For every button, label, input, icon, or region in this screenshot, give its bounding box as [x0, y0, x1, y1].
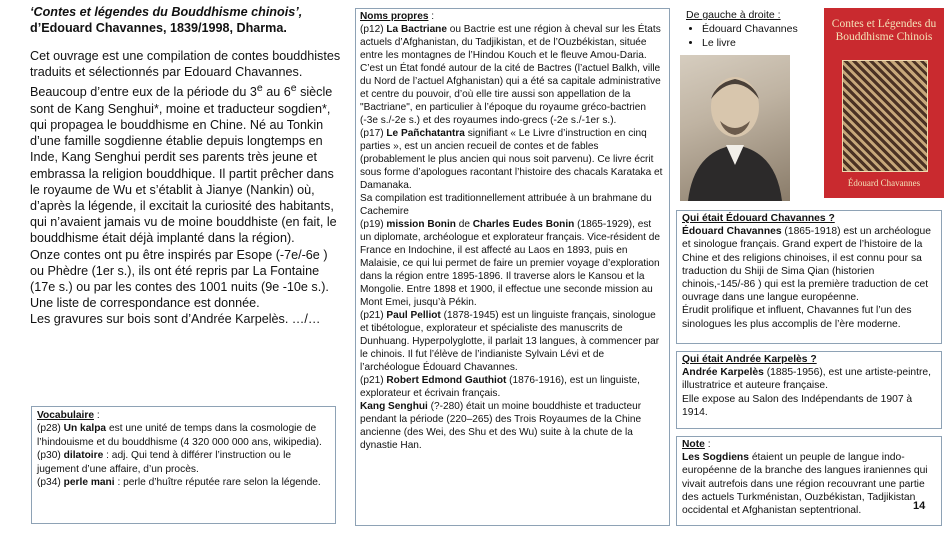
credit-item: • Édouard Chavannes: [702, 22, 821, 36]
main-text-block: [30, 4, 342, 400]
vocab-item: (p34) perle mani : perle d’huître réputée rare selon la légende.: [37, 477, 321, 489]
karpeles-text-2: Elle expose au Salon des Indépendants de 1907 à 1914.: [682, 393, 913, 418]
chavannes-box: [676, 210, 942, 344]
book-cover: [824, 8, 944, 198]
credits-list: [686, 22, 821, 50]
note-heading: Note :: [682, 439, 711, 450]
book-cover-title: Contes et Légendes du Bouddhisme Chinois: [831, 18, 937, 43]
vocabulary-heading: Vocabulaire :: [37, 410, 100, 421]
chavannes-heading: Qui était Édouard Chavannes ?: [682, 213, 835, 224]
credit-item: • Le livre: [702, 36, 821, 50]
entry-kang-senghui: Kang Senghui (?-280) était un moine bouddhiste et traducteur pendant la période (220–265) des Trois Royaumes de la Chine ancienne (des Wei, des Shu et des Wu) suite à la chute de la dynastie Han.: [360, 401, 642, 451]
note-box: [676, 436, 942, 526]
book-title: ‘Contes et légendes du Bouddhisme chinois’,: [30, 5, 303, 19]
paragraph-intro: Cet ouvrage est une compilation de contes bouddhistes traduits et sélectionnés par Edouard Chavannes.: [30, 49, 341, 80]
chavannes-text: Édouard Chavannes (1865-1918) est un archéologue et sinologue français. Grand expert de l’histoire de la Chine et des religions chinoises, il est connu pour sa traduction du Shiji de Sima Qian (historien chinois,-145/-86 ) qui est la première traduction de cet ouvrage dans une langue européenne.: [682, 226, 931, 304]
vocab-item: (p28) Un kalpa est une unité de temps dans la cosmologie de l’hindouisme et du bouddhisme (4 320 000 000 ans, wikipedia).: [37, 423, 322, 448]
paragraph-inspirations: Onze contes ont pu être inspirés par Esope (-7e/-6e ) ou Phèdre (1er s.), ils ont été repris par La Fontaine (17e s.) ou par les contes des 1001 nuits (9e -10e s.).: [30, 247, 329, 295]
entry-panchatantra-compilation: Sa compilation est traditionnellement attribuée à un brahmane du Cachemire: [360, 193, 652, 217]
proper-names-heading: Noms propres :: [360, 11, 435, 22]
vocabulary-box: [31, 406, 336, 524]
book-cover-author: Édouard Chavannes: [847, 178, 921, 188]
book-subtitle: d’Edouard Chavannes, 1839/1998, Dharma.: [30, 21, 287, 35]
karpeles-box: [676, 351, 942, 429]
page-number: 14: [913, 500, 926, 512]
paragraph-kang-senghui: Beaucoup d’entre eux de la période du 3e au 6e siècle sont de Kang Senghui*, moine et traducteur sogdien*, qui propagea le bouddhisme en Chine. Né au Tonkin d’une famille sogdienne établie depuis longtemps en Inde, Kang Senghui perdit ses parents très jeune et embrassa la religion bouddhique. Il partit prêcher dans le royaume de Wu et s’établit à Jianye (Nankin) où, d’après la légende, il excitait la curiosité des habitants, qui n’avaient jamais vu de moine bouddhiste (en fait, le bouddhisme était déjà implanté dans la région).: [30, 82, 337, 246]
book-cover-engraving: [842, 60, 928, 172]
karpeles-text: Andrée Karpelès (1885-1956), est une artiste-peintre, illustratrice et auteure française.: [682, 367, 931, 392]
entry-bactriane: (p12) La Bactriane ou Bactrie est une région à cheval sur les États actuels d’Afghanistan, du Tadjikistan, et de l’Ouzbékistan, située entre les montagnes de l’Hindou Kouch et le fleuve Amou-Daria. C’est un État fondé autour de la cité de Bactres (l’actuel Balkh, ville du Nord de l’actuel Afghanistan) qui a été sa capitale administrative et centre du pouvoir, d’où elle tire aussi son appellation de la "Bactriane", en particulier à l’époque du royaume gréco-bactrien (-3e s./-2e s.) et des royaumes indo-grecs (-2e s./-1er s.).: [360, 24, 661, 126]
paragraph-engravings: Les gravures sur bois sont d’Andrée Karpelès. …/…: [30, 312, 321, 327]
proper-names-box: [355, 8, 670, 526]
portrait-photo: [680, 55, 790, 201]
portrait-illustration: [680, 55, 790, 201]
entry-pelliot: (p21) Paul Pelliot (1878-1945) est un linguiste français, sinologue et tibétologue, explorateur et spécialiste des manuscrits de Dunhuang. Hyperpolyglotte, il parlait 13 langues, à commencer par le chinois. Il fut l’élève de l’indianiste Sylvain Lévi et de l’archéologue Édouard Chavannes.: [360, 310, 660, 373]
vocab-item: (p30) dilatoire : adj. Qui tend à différer l’instruction ou le jugement d’une affaire, d’un procès.: [37, 450, 292, 475]
chavannes-text-2: Érudit prolifique et influent, Chavannes fut l’un des sinologues les plus accomplis de l’ère moderne.: [682, 305, 912, 330]
paragraph-correspondence: Une liste de correspondance est donnée.: [30, 296, 260, 311]
entry-bonin: (p19) mission Bonin de Charles Eudes Bonin (1865-1929), est un diplomate, archéologue et explorateur français. Vice-résident de France en Indochine, il est affecté au Laos en 1893, puis en Malaisie, ce qui lui permet de faire un premier voyage d’exploration dans la région entre 1895-1896. Il traverse alors le Kansou et la Mongolie. Entre 1898 et 1900, il effectue une seconde mission au Mont Emei, jusqu’à Pékin.: [360, 219, 661, 308]
image-credits: [686, 8, 821, 50]
credits-heading: De gauche à droite :: [686, 9, 781, 21]
karpeles-heading: Qui était Andrée Karpelès ?: [682, 354, 817, 365]
note-text: Les Sogdiens étaient un peuple de langue indo-européenne de la branche des langues iraniennes qui vivait autrefois dans une région recouvrant une partie des actuels Turkménistan, Ouzbékistan, Tadjikistan occidental et Afghanistan septentrional.: [682, 452, 928, 517]
entry-gauthiot: (p21) Robert Edmond Gauthiot (1876-1916), est un linguiste, explorateur et écrivain français.: [360, 375, 640, 399]
entry-panchatantra: (p17) Le Pañchatantra signifiant « Le Livre d’instruction en cinq parties », est un ancien recueil de contes et de fables (probablement le plus ancien qui nous soit parvenu). Ce livre écrit sous forme d’apologues racontant l’histoire des chacals Karataka et Damanaka.: [360, 128, 663, 191]
